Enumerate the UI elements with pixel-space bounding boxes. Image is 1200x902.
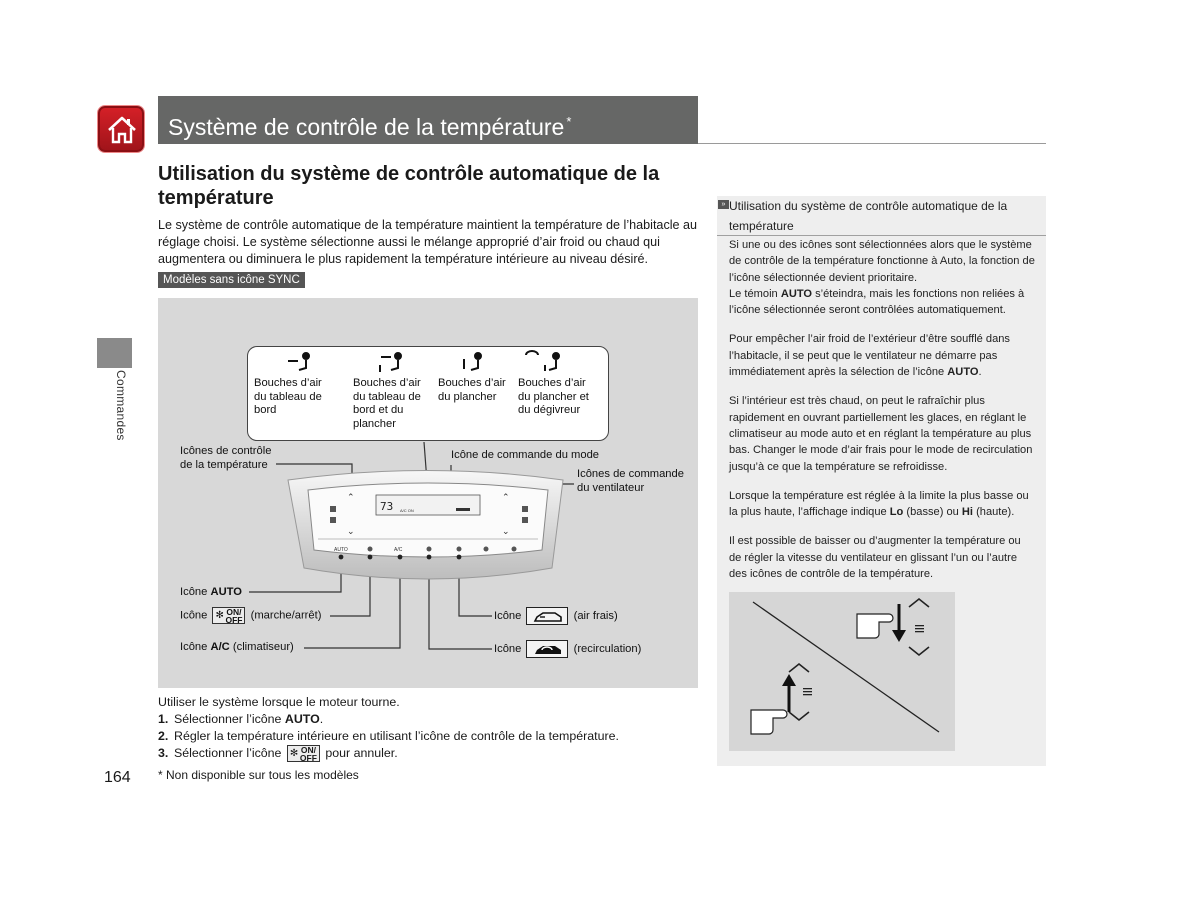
usage-step-1: 1. Sélectionner l’icône AUTO. <box>158 712 324 726</box>
note-paragraph-5: Il est possible de baisser ou d’augmenter la température ou de régler la vitesse du ventilateur en glissant l’un ou l’autre des icônes de contrôle de la température. <box>729 535 1021 581</box>
note-paragraph-1: Si une ou des icônes sont sélectionnées alors que le système de contrôle de la température fonctionne à Auto, la fonction de l’icône sélectionnée devient prioritaire. Le témoin AUTO s’éteindra, mais les fonctions non reliées à l’icône sélectionnée seront contrôlées automatiquement. <box>729 239 1035 317</box>
usage-step-3: 3. Sélectionner l’icône ✻ ON/ OFF pour annuler. <box>158 745 398 763</box>
svg-text:⌃: ⌃ <box>347 492 355 502</box>
label-fresh-air-icon: Icône (air frais) <box>494 607 618 625</box>
panel-auto-label: AUTO <box>334 547 348 553</box>
section-heading: Utilisation du système de contrôle automatique de la température <box>158 163 660 209</box>
label-auto-icon: Icône AUTO <box>180 586 242 598</box>
vent-mode-icons <box>248 347 610 377</box>
svg-text:⌄: ⌄ <box>347 526 355 536</box>
usage-intro: Utiliser le système lorsque le moteur tourne. <box>158 695 400 709</box>
note-body <box>729 237 1035 595</box>
label-ac-icon: Icône A/C (climatiseur) <box>180 641 294 653</box>
recirculation-icon <box>526 640 568 658</box>
svg-text:⌄: ⌄ <box>502 526 510 536</box>
page-title: Système de contrôle de la température * <box>168 114 572 140</box>
usage-instructions <box>158 694 698 762</box>
side-tab-label: Commandes <box>114 370 128 441</box>
note-title: » Utilisation du système de contrôle automatique de la température <box>717 196 1046 236</box>
label-mode-icon: Icône de commande du mode <box>451 449 600 461</box>
note-rule <box>717 235 1046 236</box>
label-onoff-icon: Icône ✻ ON/ OFF (marche/arrêt) <box>180 607 322 625</box>
side-tab[interactable] <box>97 338 132 368</box>
title-bar <box>158 96 698 144</box>
title-asterisk: * <box>566 114 572 129</box>
swipe-illustration <box>729 592 955 751</box>
usage-step-2: 2. Régler la température intérieure en utilisant l’icône de contrôle de la température. <box>158 729 619 743</box>
home-button[interactable] <box>98 106 144 152</box>
note-paragraph-2: Pour empêcher l’air froid de l’extérieur d’être soufflé dans l’habitacle, il se peut que le ventilateur ne démarre pas immédiatement après la sélection de l’icône AUTO. <box>729 333 1010 379</box>
label-fan-icons: Icônes de commande du ventilateur <box>577 468 684 494</box>
note-paragraph-3: Si l’intérieur est très chaud, on peut le rafraîchir plus rapidement en ouvrant partiellement les glaces, en réglant le climatiseur au mode auto et en réglant la température au plus bas. Changer le mode d’air frais pour le mode de recirculation jusqu’à ce que la température se refroidisse. <box>729 395 1033 473</box>
label-temp-icons: Icônes de contrôle de la température <box>180 445 272 471</box>
panel-ac-label: A/C <box>394 547 403 553</box>
vent-mode-floor-defrost: Bouches d’air du plancher et du dégivreur <box>518 377 589 416</box>
display-ac: A/C ON <box>400 508 414 513</box>
footnote: * Non disponible sur tous les modèles <box>158 768 359 782</box>
model-tag: Modèles sans icône SYNC <box>158 272 305 288</box>
vent-mode-floor: Bouches d’air du plancher <box>438 377 506 403</box>
fresh-air-icon <box>526 607 568 625</box>
side-note <box>717 196 1046 766</box>
svg-text:⌃: ⌃ <box>502 492 510 502</box>
onoff-icon: ✻ ON/ OFF <box>212 607 245 624</box>
note-marker-icon: » <box>718 200 729 209</box>
intro-paragraph: Le système de contrôle automatique de la température maintient la température de l’habitacle au réglage choisi. Le système sélectionne aussi le mélange approprié d’air froid ou chaud qui augmentera ou diminuera le plus rapidement la température intérieure au niveau désiré. <box>158 218 698 266</box>
climate-panel-diagram <box>158 298 698 688</box>
note-paragraph-4: Lorsque la température est réglée à la limite la plus basse ou la plus haute, l’affichage indique Lo (basse) ou Hi (haute). <box>729 489 1029 519</box>
title-rule <box>698 143 1046 144</box>
vent-mode-callout <box>247 346 609 441</box>
home-icon <box>105 113 139 147</box>
display-temp: 73 <box>380 500 394 513</box>
vent-mode-dash: Bouches d’air du tableau de bord <box>254 377 322 416</box>
onoff-icon: ✻ ON/ OFF <box>287 745 320 762</box>
vent-mode-dash-floor: Bouches d’air du tableau de bord et du plancher <box>353 377 421 430</box>
label-recirc-icon: Icône (recirculation) <box>494 640 641 658</box>
page-number: 164 <box>104 769 131 786</box>
swipe-gesture-icon <box>729 592 955 751</box>
